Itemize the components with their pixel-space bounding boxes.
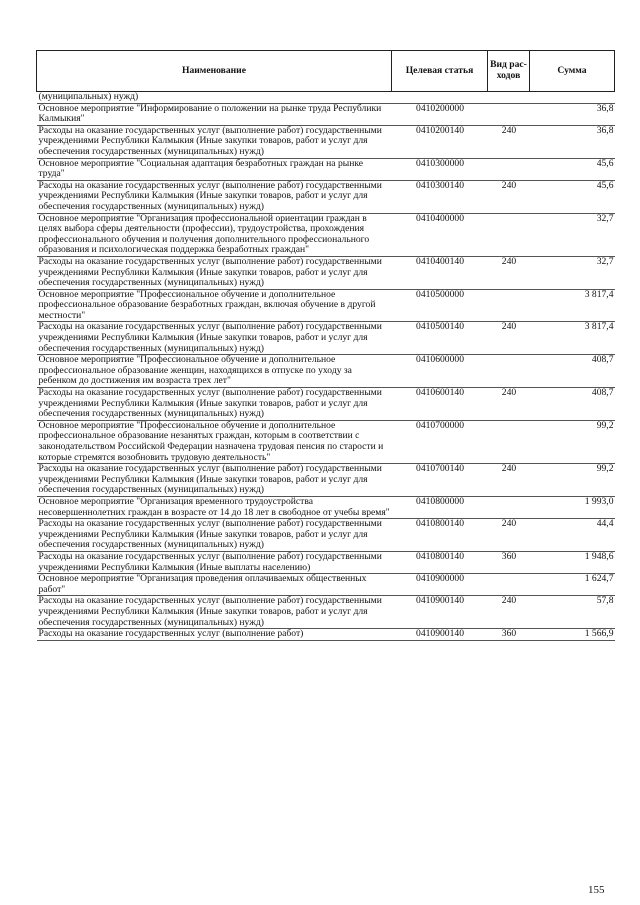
row-name: Основное мероприятие "Профессиональное обучение и дополнительное профессиональное образование безработных граждан, включая обучение в другой местности" xyxy=(37,289,392,322)
row-name: Расходы на оказание государственных услуг (выполнение работ) государственными учреждениями Республики Калмыкия (Иные закупки товаров, работ и услуг для обеспечения государственных (муниципальных) нужд) xyxy=(37,125,392,158)
row-sum xyxy=(530,92,615,104)
row-kind: 240 xyxy=(488,464,530,497)
table-row xyxy=(37,464,615,497)
table-row xyxy=(37,125,615,158)
row-name: Расходы на оказание государственных услуг (выполнение работ) государственными учреждениями Республики Калмыкия (Иные закупки товаров, работ и услуг для обеспечения государственных (муниципальных) нужд) xyxy=(37,180,392,213)
table-row xyxy=(37,213,615,256)
row-kind xyxy=(488,92,530,104)
header-sum: Сумма xyxy=(530,51,615,92)
row-kind: 240 xyxy=(488,125,530,158)
row-target: 0410800140 xyxy=(392,551,488,573)
row-sum: 1 624,7 xyxy=(530,574,615,596)
row-sum: 99,2 xyxy=(530,464,615,497)
row-target xyxy=(392,92,488,104)
row-kind: 240 xyxy=(488,388,530,421)
table-row xyxy=(37,574,615,596)
header-kind: Вид рас-ходов xyxy=(488,51,530,92)
header-target: Целевая статья xyxy=(392,51,488,92)
row-kind: 360 xyxy=(488,629,530,641)
row-kind xyxy=(488,496,530,518)
row-kind xyxy=(488,213,530,256)
row-target: 0410800000 xyxy=(392,496,488,518)
row-kind xyxy=(488,355,530,388)
row-sum: 32,7 xyxy=(530,256,615,289)
table-row xyxy=(37,180,615,213)
row-name: Расходы на оказание государственных услуг (выполнение работ) государственными учреждениями Республики Калмыкия (Иные закупки товаров, работ и услуг для обеспечения государственных (муниципальных) нужд) xyxy=(37,519,392,552)
row-kind: 240 xyxy=(488,256,530,289)
row-name: (муниципальных) нужд) xyxy=(37,92,392,104)
row-target: 0410200140 xyxy=(392,125,488,158)
row-name: Основное мероприятие "Организация проведения оплачиваемых общественных работ" xyxy=(37,574,392,596)
row-sum: 32,7 xyxy=(530,213,615,256)
row-sum: 45,6 xyxy=(530,180,615,213)
table-header-row xyxy=(37,51,615,92)
row-kind: 240 xyxy=(488,322,530,355)
row-name: Основное мероприятие "Профессиональное обучение и дополнительное профессиональное образование женщин, находящихся в отпуске по уходу за ребенком до достижения им возраста трех лет" xyxy=(37,355,392,388)
table-row xyxy=(37,289,615,322)
budget-table xyxy=(36,50,615,641)
row-target: 0410500000 xyxy=(392,289,488,322)
row-target: 0410600000 xyxy=(392,355,488,388)
row-sum: 1 566,9 xyxy=(530,629,615,641)
row-target: 0410700000 xyxy=(392,420,488,463)
row-target: 0410900140 xyxy=(392,629,488,641)
row-name: Расходы на оказание государственных услуг (выполнение работ) государственными учреждениями Республики Калмыкия (Иные закупки товаров, работ и услуг для обеспечения государственных (муниципальных) нужд) xyxy=(37,464,392,497)
row-sum: 1 948,6 xyxy=(530,551,615,573)
row-name: Расходы на оказание государственных услуг (выполнение работ) государственными учреждениями Республики Калмыкия (Иные закупки товаров, работ и услуг для обеспечения государственных (муниципальных) нужд) xyxy=(37,388,392,421)
table-row xyxy=(37,596,615,629)
table-row xyxy=(37,92,615,104)
row-name: Основное мероприятие "Профессиональное обучение и дополнительное профессиональное образование незанятых граждан, которым в соответствии с законодательством Российской Федерации назначена трудовая пенсия по старости и которые стремятся возобновить трудовую деятельность" xyxy=(37,420,392,463)
row-target: 0410400000 xyxy=(392,213,488,256)
row-kind xyxy=(488,574,530,596)
row-kind: 240 xyxy=(488,596,530,629)
table-row xyxy=(37,355,615,388)
row-target: 0410400140 xyxy=(392,256,488,289)
row-name: Основное мероприятие "Организация временного трудоустройства несовершеннолетних граждан в возрасте от 14 до 18 лет в свободное от учебы время" xyxy=(38,495,390,518)
row-name: Расходы на оказание государственных услуг (выполнение работ) государственными учреждениями Республики Калмыкия (Иные закупки товаров, работ и услуг для обеспечения государственных (муниципальных) нужд) xyxy=(37,596,392,629)
table-row xyxy=(37,388,615,421)
row-target: 0410500140 xyxy=(392,322,488,355)
row-name: Основное мероприятие "Информирование о положении на рынке труда Республики Калмыкия" xyxy=(37,103,392,125)
table-row xyxy=(37,629,615,641)
row-sum: 36,8 xyxy=(530,103,615,125)
row-sum: 45,6 xyxy=(530,158,615,180)
table-row xyxy=(37,322,615,355)
budget-sheet xyxy=(36,50,614,860)
row-sum: 44,4 xyxy=(530,519,615,552)
row-sum: 99,2 xyxy=(530,420,615,463)
row-target: 0410900140 xyxy=(392,596,488,629)
row-target: 0410300000 xyxy=(392,158,488,180)
header-name: Наименование xyxy=(37,51,392,92)
row-target: 0410300140 xyxy=(392,180,488,213)
row-kind: 240 xyxy=(488,180,530,213)
row-name: Расходы на оказание государственных услуг (выполнение работ) xyxy=(37,629,392,641)
row-name: Основное мероприятие "Организация профессиональной ориентации граждан в целях выбора сферы деятельности (профессии), трудоустройства, прохождения профессионального обучения и получения дополнительного профессионального образования и психологическая поддержка безработных граждан" xyxy=(37,213,392,256)
row-name: Расходы на оказание государственных услуг (выполнение работ) государственными учреждениями Республики Калмыкия (Иные закупки товаров, работ и услуг для обеспечения государственных (муниципальных) нужд) xyxy=(37,322,392,355)
page-number: 155 xyxy=(588,884,605,896)
row-name: Основное мероприятие "Социальная адаптация безработных граждан на рынке труда" xyxy=(37,158,392,180)
table-row xyxy=(37,519,615,552)
row-sum: 3 817,4 xyxy=(530,322,615,355)
row-sum: 57,8 xyxy=(530,596,615,629)
row-kind: 360 xyxy=(488,551,530,573)
table-row xyxy=(37,158,615,180)
table-row xyxy=(37,103,615,125)
row-kind xyxy=(488,103,530,125)
row-kind xyxy=(488,420,530,463)
table-row xyxy=(37,256,615,289)
row-kind xyxy=(488,289,530,322)
row-kind xyxy=(488,158,530,180)
row-sum: 408,7 xyxy=(530,388,615,421)
row-kind: 240 xyxy=(488,519,530,552)
row-sum: 3 817,4 xyxy=(530,289,615,322)
table-row xyxy=(37,551,615,573)
row-sum: 408,7 xyxy=(530,355,615,388)
row-target: 0410800140 xyxy=(392,519,488,552)
row-target: 0410900000 xyxy=(392,574,488,596)
row-target: 0410700140 xyxy=(392,464,488,497)
row-sum: 36,8 xyxy=(530,125,615,158)
row-name: Расходы на оказание государственных услуг (выполнение работ) государственными учреждениями Республики Калмыкия (Иные выплаты населению) xyxy=(37,551,392,573)
table-row xyxy=(37,496,615,518)
table-body xyxy=(37,92,615,641)
table-row xyxy=(37,420,615,463)
row-sum: 1 993,0 xyxy=(530,496,615,518)
row-name: Расходы на оказание государственных услуг (выполнение работ) государственными учреждениями Республики Калмыкия (Иные закупки товаров, работ и услуг для обеспечения государственных (муниципальных) нужд) xyxy=(37,256,392,289)
row-target: 0410200000 xyxy=(392,103,488,125)
row-target: 0410600140 xyxy=(392,388,488,421)
